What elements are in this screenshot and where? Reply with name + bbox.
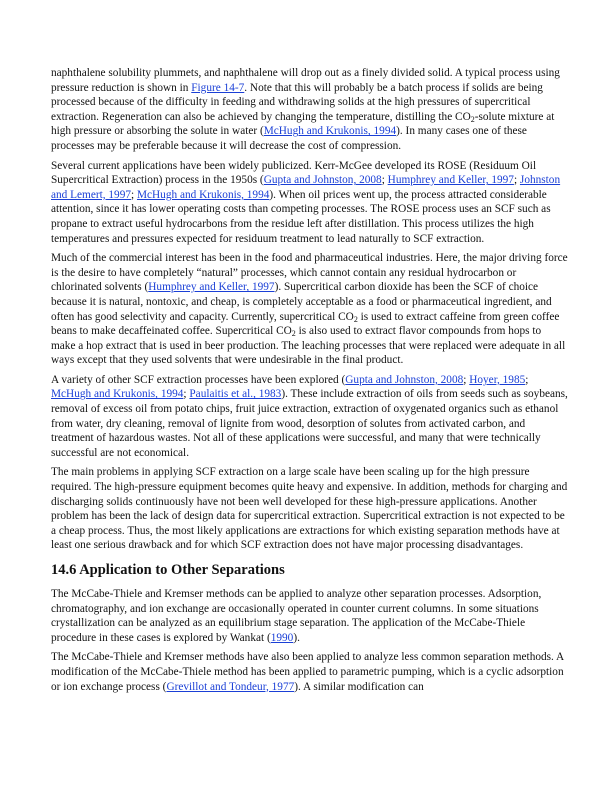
citation-link[interactable]: Johnston and Lemert, 1997 <box>51 174 561 201</box>
citation-link[interactable]: McHugh and Krukonis, 1994 <box>136 188 270 201</box>
citation-link[interactable]: 1990 <box>270 631 294 644</box>
citation-link[interactable]: Paulaitis et al., 1983 <box>189 388 282 401</box>
citation-link[interactable]: Hoyer, 1985 <box>469 373 526 386</box>
paragraph-main-problems: The main problems in applying SCF extraction on a large scale have been scaling up for the high pressure required. The high-pressure equipment becomes quite heavy and expensive. In addition, methods for charging and discharging solids continuously have not been well developed for these high-pressure applications. Another problem has been the lack of design data for supercritical extraction. Supercritical extraction is not expected to be a cheap process. Thus, the most likely applications are extractions for which existing separation methods have at least one serious drawback and for which SCF extraction does not have major processing disadvantages. <box>51 466 568 552</box>
paragraph-rose-process: Several current applications have been widely publicized. Kerr-McGee developed its ROSE (Residuum Oil Supercritical Extraction) process in the 1950s (Gupta and Johnston, 2008; Humphrey and Keller, 1997; Johnston and Lemert, 1997; McHugh and Krukonis, 1994). When oil prices went up, the process attracted considerable attention, since it has lower operating costs than competing processes. The ROSE process uses an SCF such as propane to extract useful hydrocarbons from the residue left after distillation. This process utilizes the high temperatures and pressures expected for residuum treatment to lead naturally to SCF extraction. <box>51 159 561 245</box>
paragraph-food-pharma: Much of the commercial interest has been in the food and pharmaceutical industries. Here, the major driving force is the desire to have completely “natural” processes, which cannot contain any residual hydrocarbon or chlorinated solvents (Humphrey and Keller, 1997). Supercritical carbon dioxide has been the SCF of choice because it is natural, nontoxic, and cheap, is completely acceptable as a food or pharmaceutical ingredient, and often has good selectivity and capacity. Currently, supercritical $CO_2$ is used to extract caffeine from green coffee beans to make decaffeinated coffee. Supercritical $CO_2$ is also used to extract flavor compounds from hops to make a hop extract that is used in beer production. The leaching processes that were replaced were adequate in all ways except that they used solvents that were undesirable in the final product. <box>51 252 568 367</box>
figure-link[interactable]: Figure 14-7 <box>191 81 245 94</box>
paragraph-other-processes: A variety of other SCF extraction processes have been explored (Gupta and Johnston, 2008; Hoyer, 1985; McHugh and Krukonis, 1994; Paulaitis et al., 1983). These include extraction of oils from seeds such as soybeans, removal of excess oil from potato chips, fruit juice extraction, extraction of oxygenated organics such as ethanol from water, dry cleaning, removal of lignite from wood, desorption of solutes from activated carbon, and treatment of hazardous wastes. Not all of these applications were successful, and many that were technically successful are not economical. <box>51 373 568 459</box>
paragraph-pressure-reduction: naphthalene solubility plummets, and naphthalene will drop out as a finely divided solid. A typical process using pressure reduction is shown in Figure 14-7. Note that this will probably be a batch process if solids are being processed because of the difficulty in feeding and withdrawing solids at the high pressures of supercritical extraction. Regeneration can also be achieved by changing the temperature, distilling the $CO_2$-solute mixture at high pressure or absorbing the solute in water (McHugh and Krukonis, 1994). In many cases one of these processes may be preferable because it will decrease the cost of compression. <box>51 67 560 152</box>
section-heading: 14.6 Application to Other Separations <box>51 562 285 578</box>
citation-link[interactable]: McHugh and Krukonis, 1994 <box>263 125 397 138</box>
paragraph-parametric-pumping: The McCabe-Thiele and Kremser methods have also been applied to analyze less common separation methods. A modification of the McCabe-Thiele method has been applied to parametric pumping, which is a cyclic adsorption or ion exchange process (Grevillot and Tondeur, 1977). A similar modification can <box>51 651 564 693</box>
citation-link[interactable]: Grevillot and Tondeur, 1977 <box>166 680 295 693</box>
paragraph-mccabe-thiele: The McCabe-Thiele and Kremser methods can be applied to analyze other separation processes. Adsorption, chromatography, and ion exchange are occasionally operated in counter current columns. In some situations crystallization can be analyzed as an equilibrium stage separation. The application of the McCabe-Thiele procedure in these cases is explored by Wankat (1990). <box>51 588 542 644</box>
citation-link[interactable]: Gupta and Johnston, 2008 <box>345 373 464 386</box>
citation-link[interactable]: Humphrey and Keller, 1997 <box>148 281 275 294</box>
citation-link[interactable]: Gupta and Johnston, 2008 <box>263 174 382 187</box>
citation-link[interactable]: McHugh and Krukonis, 1994 <box>51 388 184 401</box>
citation-link[interactable]: Humphrey and Keller, 1997 <box>387 174 514 187</box>
